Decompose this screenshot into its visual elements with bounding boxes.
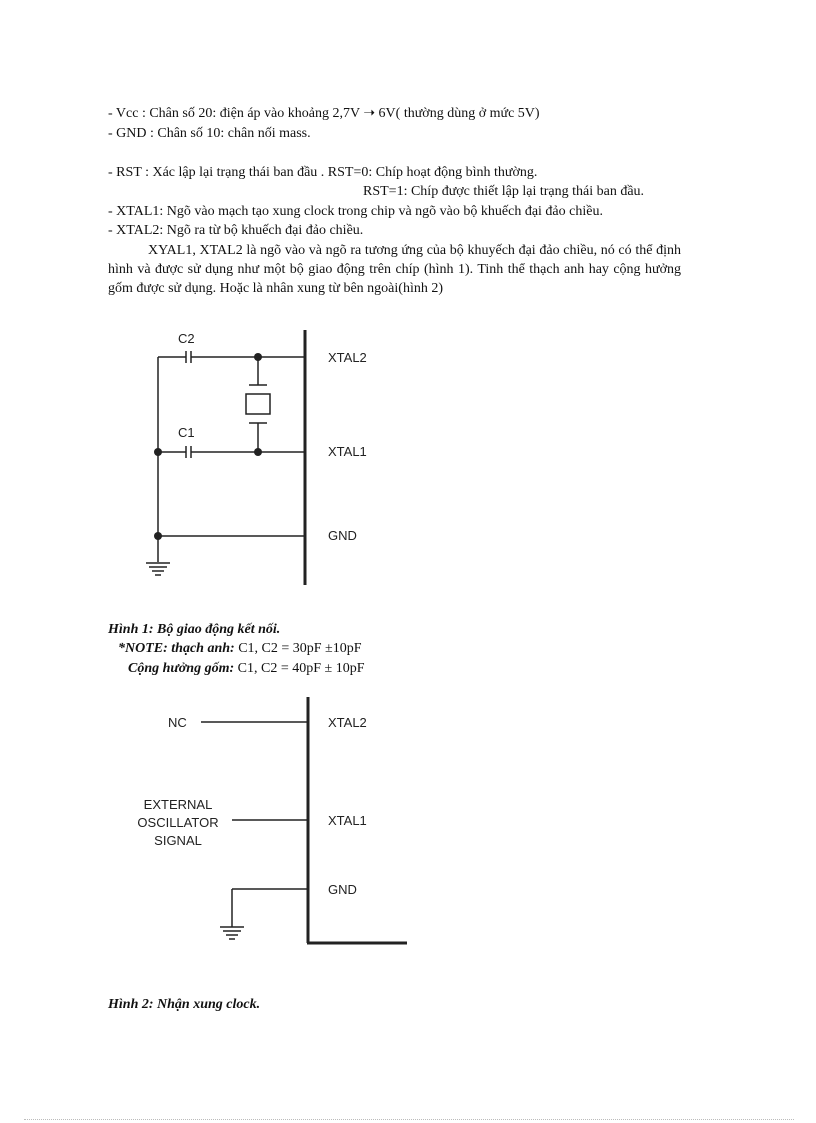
signal-label: SIGNAL [154,833,202,848]
c1-label: C1 [178,425,195,440]
page-footer-rule [24,1119,794,1120]
crystal-note-value: C1, C2 = 30pF ±10pF [238,641,362,656]
fig1-xtal2-label: XTAL2 [328,350,367,365]
ceramic-note-value: C1, C2 = 40pF ± 10pF [237,661,365,676]
nc-label: NC [168,715,187,730]
figure1-caption [108,621,280,639]
c2-label: C2 [178,331,195,346]
external-label: EXTERNAL [143,797,213,812]
rst0-line: - RST : Xác lập lại trạng thái ban đầu . RST=0: Chíp hoạt động bình thường. [108,165,538,180]
crystal-note-label: *NOTE: thạch anh: [118,641,235,656]
description-paragraph: XYAL1, XTAL2 là ngõ vào và ngõ ra tương ứng của bộ khuyếch đại đảo chiều, nó có thể định hình và được sử dụng như một bộ giao động trên chíp (hình 1). Tinh thể thạch anh hay cộng hưởng gốm được sử dụng. Hoặc là nhân xung từ bên ngoài(hình 2) [108,243,681,296]
xtal1-line: - XTAL1: Ngõ vào mạch tạo xung clock trong chip và ngõ vào bộ khuếch đại đảo chiều. [108,204,603,219]
external-oscillator-diagram [201,697,407,943]
crystal-note [118,640,362,658]
fig2-xtal1-label: XTAL1 [328,813,367,828]
gnd-line: - GND : Chân số 10: chân nối mass. [108,126,311,141]
fig1-gnd-label: GND [328,528,357,543]
fig1-xtal1-label: XTAL1 [328,444,367,459]
ceramic-note-label: Cộng hưởng gốm: [128,661,235,676]
ceramic-note [128,660,364,678]
figure2-caption [108,996,260,1014]
fig2-xtal2-label: XTAL2 [328,715,367,730]
figure1-caption-text: Hình 1: Bộ giao động kết nối. [108,622,281,637]
xtal2-line: - XTAL2: Ngõ ra từ bộ khuếch đại đảo chiều. [108,223,364,238]
oscillator-label: OSCILLATOR [137,815,219,830]
figure2-caption-text: Hình 2: Nhận xung clock. [108,997,261,1012]
vcc-line: - Vcc : Chân số 20: điện áp vào khoảng 2,7V ➝ 6V( thường dùng ở mức 5V) [108,106,540,121]
rst1-line: RST=1: Chíp được thiết lập lại trạng thái ban đầu. [363,184,645,199]
fig2-gnd-label: GND [328,882,357,897]
